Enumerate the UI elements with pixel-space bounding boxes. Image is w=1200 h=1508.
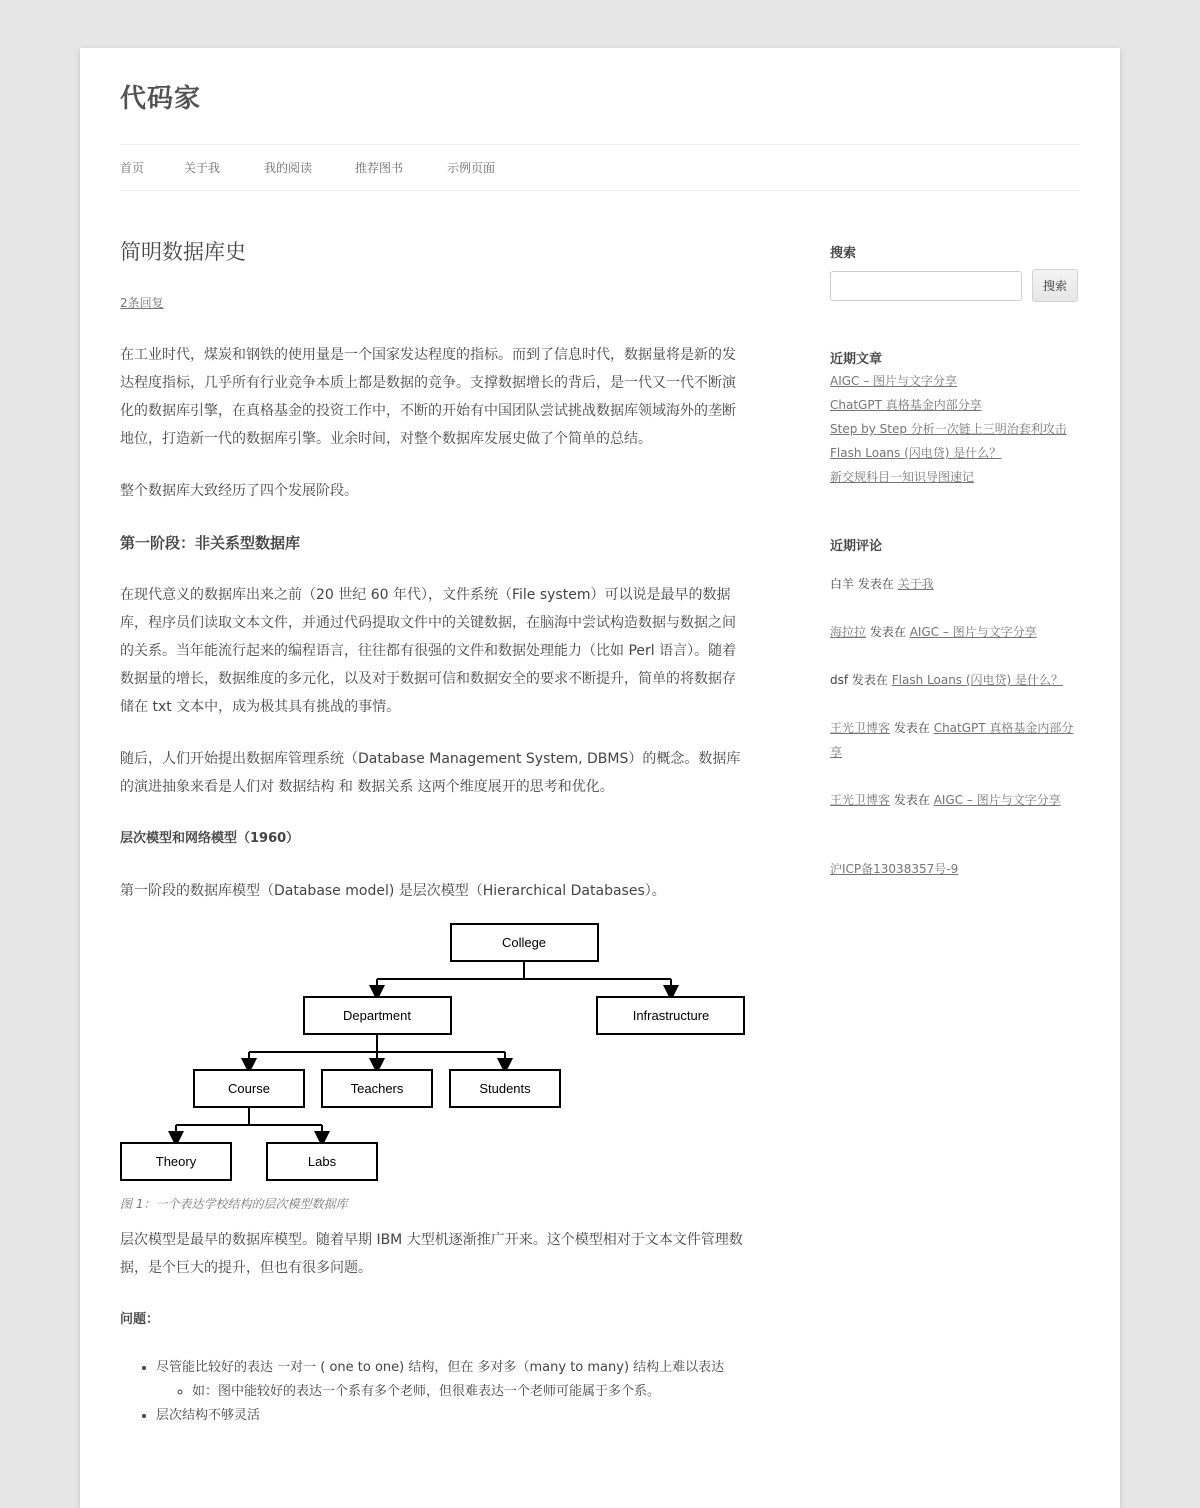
post-content [120,236,746,1428]
node-labs: Labs [307,1154,337,1169]
icp-link[interactable]: 沪ICP备13038357号-9 [830,862,959,876]
paragraph-intro: 在工业时代，煤炭和钢铁的使用量是一个国家发达程度的指标。而到了信息时代，数据量将是新的发达程度指标，几乎所有行业竞争本质上都是数据的竞争。支撑数据增长的背后，是一代又一代不断演化的数据库引擎，在真格基金的投资工作中，不断的开始有中国团队尝试挑战数据库领域海外的垄断地位，打造新一代的数据库引擎。业余时间，对整个数据库发展史做了个简单的总结。 [120,347,736,447]
comment-item [830,620,1080,644]
comment-author-link[interactable]: 王光卫博客 [830,793,891,807]
list-item [156,1404,746,1428]
paragraph-model-intro: 第一阶段的数据库模型（Database model) 是层次模型（Hierarchical Databases）。 [120,883,666,899]
paragraph-stage1-1: 在现代意义的数据库出来之前（20 世纪 60 年代），文件系统（File system）可以说是最早的数据库，程序员们读取文本文件，并通过代码提取文件中的关键数据，在脑海中尝试构造数据与数据之间的关系。当年能流行起来的编程语言，往往都有很强的文件和数据处理能力（比如 Perl 语言）。随着数据量的增长，数据维度的多元化，以及对于数据可信和数据安全的要求不断提升，简单的将数据存储在 txt 文本中，成为极其具有挑战的事情。 [120,587,737,715]
comment-verb: 发表在 [857,577,894,591]
list-item [192,1380,746,1404]
stage1-heading: 第一阶段：非关系型数据库 [120,534,301,552]
problems-heading: 问题： [120,1312,160,1327]
recent-comments-title: 近期评论 [830,539,883,554]
problem-2: 层次结构不够灵活 [156,1408,261,1423]
problem-1: 尽管能比较好的表达 一对一 ( one to one) 结构，但在 多对多（many to many) 结构上难以表达 [156,1360,725,1375]
comment-post-link[interactable]: 关于我 [897,577,934,591]
nav-item-books[interactable]: 推荐图书 [355,161,404,175]
nav-item-home[interactable]: 首页 [120,161,145,175]
node-department: Department [343,1008,411,1023]
comment-post-link[interactable]: Flash Loans (闪电贷) 是什么？ [891,673,1064,687]
page-container [80,48,1120,1508]
nav-item-sample[interactable]: 示例页面 [447,161,496,175]
model-heading: 层次模型和网络模型（1960） [120,831,300,846]
node-course: Course [228,1081,270,1096]
node-teachers: Teachers [350,1081,404,1096]
comment-author-link[interactable]: 王光卫博客 [830,721,891,735]
comment-author-link[interactable]: 海拉拉 [830,625,867,639]
comment-post-link[interactable]: ChatGPT 真格基金内部分享 [830,721,1074,759]
paragraph-model: 层次模型是最早的数据库模型。随着早期 IBM 大型机逐渐推广开来。这个模型相对于文本文件管理数据，是个巨大的提升，但也有很多问题。 [120,1232,743,1276]
recent-posts-title: 近期文章 [830,352,883,367]
recent-post-link[interactable]: ChatGPT 真格基金内部分享 [830,398,982,412]
comment-item [830,668,1080,692]
comment-verb: 发表在 [893,793,930,807]
node-students: Students [479,1081,531,1096]
search-widget-title: 搜索 [830,246,857,261]
comment-verb: 发表在 [851,673,888,687]
hierarchy-diagram [120,923,746,1185]
comment-item [830,572,1080,596]
list-item [156,1356,746,1404]
comment-post-link[interactable]: AIGC – 图片与文字分享 [933,793,1061,807]
recent-post-link[interactable]: AIGC – 图片与文字分享 [830,374,958,388]
paragraph-stages: 整个数据库大致经历了四个发展阶段。 [120,483,358,499]
search-form [830,269,1080,302]
comment-post-link[interactable]: AIGC – 图片与文字分享 [909,625,1037,639]
main-nav [120,144,1080,191]
search-button[interactable]: 搜索 [1032,269,1078,302]
sidebar [830,242,1080,877]
node-infrastructure: Infrastructure [632,1008,710,1023]
problem-1-example: 如：图中能较好的表达一个系有多个老师，但很难表达一个老师可能属于多个系。 [192,1384,661,1399]
comments-link[interactable]: 2条回复 [120,296,164,310]
recent-post-link[interactable]: 新交规科目一知识导图速记 [830,470,975,484]
comment-verb: 发表在 [893,721,930,735]
recent-post-link[interactable]: Step by Step 分析一次链上三明治套利攻击 [830,422,1067,436]
recent-comments-list [830,572,1080,812]
list-item [830,369,1080,393]
list-item [830,441,1080,465]
site-title[interactable]: 代码家 [120,84,202,114]
list-item [830,417,1080,441]
list-item [830,465,1080,489]
post-title: 简明数据库史 [120,240,246,264]
list-item [830,393,1080,417]
comment-author: dsf [830,673,849,687]
comment-author: 白羊 [830,577,855,591]
paragraph-stage1-2: 随后，人们开始提出数据库管理系统（Database Management System, DBMS）的概念。数据库的演进抽象来看是人们对 数据结构 和 数据关系 这两个维度展开的思考和优化。 [120,751,741,795]
problems-list [120,1356,746,1428]
comment-item [830,716,1080,764]
nav-item-reading[interactable]: 我的阅读 [264,161,313,175]
node-theory: Theory [155,1154,197,1169]
comment-item [830,788,1080,812]
recent-post-link[interactable]: Flash Loans (闪电贷) 是什么？ [830,446,1002,460]
comment-verb: 发表在 [869,625,906,639]
recent-posts-list [830,369,1080,489]
nav-item-about[interactable]: 关于我 [184,161,221,175]
figure-caption: 图 1：一个表达学校结构的层次模型数据库 [120,1197,348,1211]
node-college: College [501,935,547,950]
search-input[interactable] [830,271,1022,301]
